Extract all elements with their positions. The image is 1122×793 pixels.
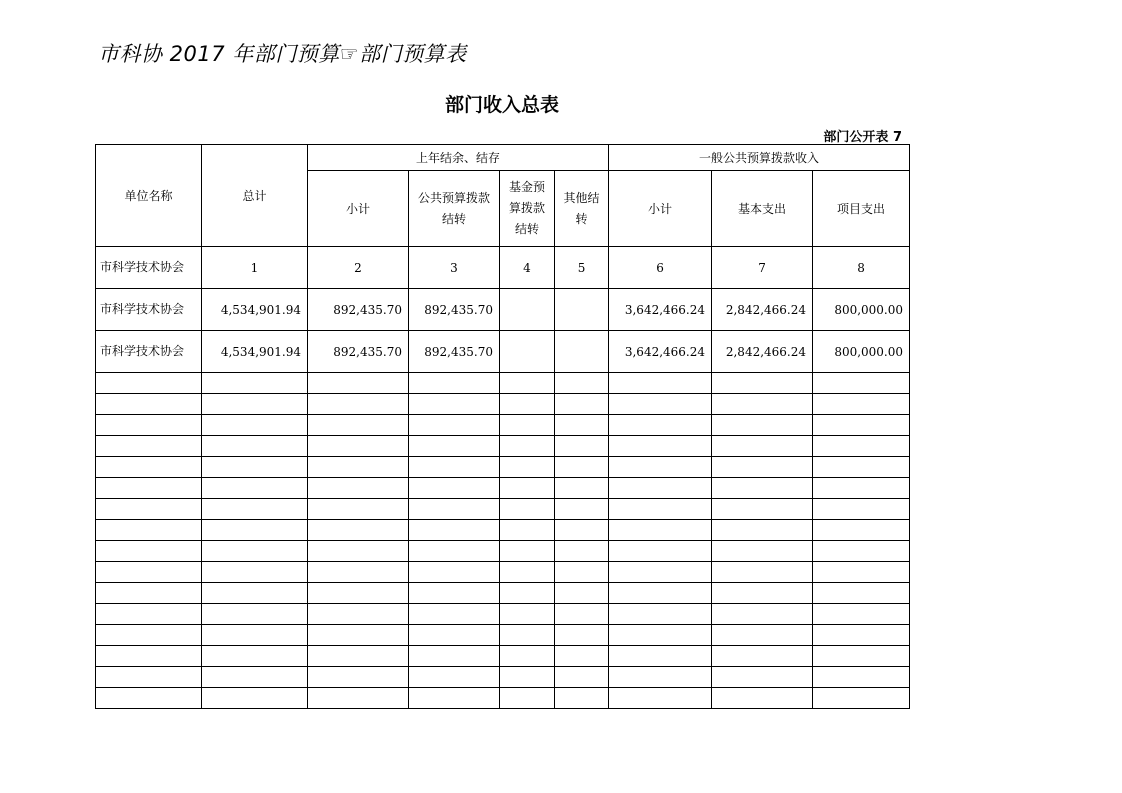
empty-cell xyxy=(500,499,555,520)
empty-cell xyxy=(712,520,813,541)
empty-cell xyxy=(712,394,813,415)
empty-cell xyxy=(308,436,409,457)
empty-cell xyxy=(202,457,308,478)
empty-row xyxy=(96,457,910,478)
empty-cell xyxy=(712,604,813,625)
index-number: 5 xyxy=(555,247,609,289)
empty-cell xyxy=(609,499,712,520)
empty-cell xyxy=(202,562,308,583)
empty-cell xyxy=(555,583,609,604)
cell-total: 4,534,901.94 xyxy=(202,289,308,331)
empty-cell xyxy=(409,541,500,562)
empty-cell xyxy=(96,436,202,457)
empty-cell xyxy=(609,520,712,541)
empty-cell xyxy=(409,646,500,667)
empty-cell xyxy=(500,541,555,562)
empty-cell xyxy=(202,604,308,625)
index-number: 6 xyxy=(609,247,712,289)
empty-cell xyxy=(555,604,609,625)
table-row xyxy=(96,331,910,373)
cell-prev-fund xyxy=(500,289,555,331)
empty-cell xyxy=(96,541,202,562)
cell-general-subtotal: 3,642,466.24 xyxy=(609,331,712,373)
empty-row xyxy=(96,415,910,436)
empty-cell xyxy=(609,415,712,436)
empty-cell xyxy=(813,646,910,667)
empty-cell xyxy=(555,373,609,394)
index-number: 2 xyxy=(308,247,409,289)
empty-cell xyxy=(813,415,910,436)
cell-unit: 市科学技术协会 xyxy=(96,331,202,373)
empty-cell xyxy=(712,688,813,709)
empty-cell xyxy=(813,373,910,394)
empty-cell xyxy=(308,520,409,541)
empty-cell xyxy=(813,499,910,520)
empty-cell xyxy=(409,520,500,541)
cell-total: 4,534,901.94 xyxy=(202,331,308,373)
index-number: 3 xyxy=(409,247,500,289)
empty-cell xyxy=(813,667,910,688)
cell-general-basic: 2,842,466.24 xyxy=(712,331,813,373)
empty-cell xyxy=(813,583,910,604)
empty-row xyxy=(96,394,910,415)
empty-cell xyxy=(409,625,500,646)
empty-cell xyxy=(96,667,202,688)
empty-cell xyxy=(202,394,308,415)
empty-cell xyxy=(202,541,308,562)
empty-cell xyxy=(609,478,712,499)
cell-general-project: 800,000.00 xyxy=(813,289,910,331)
header-row-1 xyxy=(96,145,910,171)
empty-cell xyxy=(813,457,910,478)
document-header: 市科协 2017 年部门预算☞部门预算表 xyxy=(98,42,467,66)
empty-cell xyxy=(712,562,813,583)
empty-cell xyxy=(555,394,609,415)
empty-cell xyxy=(96,457,202,478)
empty-cell xyxy=(609,436,712,457)
empty-cell xyxy=(409,499,500,520)
income-summary-table xyxy=(95,144,910,709)
cell-general-subtotal: 3,642,466.24 xyxy=(609,289,712,331)
empty-cell xyxy=(555,520,609,541)
empty-cell xyxy=(202,499,308,520)
empty-cell xyxy=(609,394,712,415)
cell-prev-public: 892,435.70 xyxy=(409,289,500,331)
empty-cell xyxy=(96,562,202,583)
empty-cell xyxy=(609,457,712,478)
empty-cell xyxy=(308,415,409,436)
header-general-subtotal: 小计 xyxy=(609,171,712,247)
empty-cell xyxy=(202,478,308,499)
empty-cell xyxy=(308,667,409,688)
empty-cell xyxy=(500,478,555,499)
header-prev-public: 公共预算拨款结转 xyxy=(409,171,500,247)
form-number: 部门公开表 7 xyxy=(823,130,902,145)
empty-cell xyxy=(308,562,409,583)
empty-cell xyxy=(202,436,308,457)
empty-cell xyxy=(609,625,712,646)
empty-cell xyxy=(202,583,308,604)
empty-cell xyxy=(609,604,712,625)
empty-row xyxy=(96,646,910,667)
blank-rows xyxy=(96,373,910,709)
empty-row xyxy=(96,562,910,583)
index-number: 8 xyxy=(813,247,910,289)
empty-row xyxy=(96,583,910,604)
empty-cell xyxy=(96,520,202,541)
header-general-budget-group: 一般公共预算拨款收入 xyxy=(609,145,910,171)
empty-cell xyxy=(609,667,712,688)
header-unit-name: 单位名称 xyxy=(96,145,202,247)
empty-cell xyxy=(500,415,555,436)
cell-prev-public: 892,435.70 xyxy=(409,331,500,373)
empty-row xyxy=(96,604,910,625)
empty-cell xyxy=(609,562,712,583)
empty-cell xyxy=(555,436,609,457)
empty-cell xyxy=(308,478,409,499)
empty-cell xyxy=(308,688,409,709)
empty-cell xyxy=(202,688,308,709)
header-prev-subtotal: 小计 xyxy=(308,171,409,247)
header-general-basic: 基本支出 xyxy=(712,171,813,247)
empty-cell xyxy=(500,436,555,457)
cell-prev-other xyxy=(555,331,609,373)
empty-cell xyxy=(500,625,555,646)
empty-row xyxy=(96,688,910,709)
index-row-unit: 市科学技术协会 xyxy=(96,247,202,289)
empty-cell xyxy=(555,457,609,478)
empty-row xyxy=(96,436,910,457)
index-number: 1 xyxy=(202,247,308,289)
empty-cell xyxy=(712,499,813,520)
empty-cell xyxy=(308,625,409,646)
empty-cell xyxy=(500,688,555,709)
empty-cell xyxy=(308,457,409,478)
page-title: 部门收入总表 xyxy=(444,94,559,116)
empty-cell xyxy=(500,604,555,625)
empty-cell xyxy=(202,520,308,541)
empty-cell xyxy=(409,667,500,688)
empty-cell xyxy=(308,541,409,562)
empty-cell xyxy=(96,478,202,499)
empty-cell xyxy=(409,415,500,436)
empty-cell xyxy=(500,394,555,415)
cell-prev-subtotal: 892,435.70 xyxy=(308,289,409,331)
empty-cell xyxy=(96,625,202,646)
empty-cell xyxy=(409,373,500,394)
cell-prev-fund xyxy=(500,331,555,373)
empty-row xyxy=(96,520,910,541)
empty-cell xyxy=(555,688,609,709)
empty-row xyxy=(96,499,910,520)
empty-cell xyxy=(409,394,500,415)
empty-row xyxy=(96,478,910,499)
column-index-row xyxy=(96,247,910,289)
empty-cell xyxy=(813,688,910,709)
header-total: 总计 xyxy=(202,145,308,247)
cell-unit: 市科学技术协会 xyxy=(96,289,202,331)
empty-cell xyxy=(308,646,409,667)
empty-cell xyxy=(500,457,555,478)
cell-prev-subtotal: 892,435.70 xyxy=(308,331,409,373)
cell-general-project: 800,000.00 xyxy=(813,331,910,373)
empty-cell xyxy=(96,394,202,415)
empty-cell xyxy=(202,625,308,646)
empty-cell xyxy=(813,520,910,541)
empty-cell xyxy=(409,436,500,457)
header-prev-fund: 基金预算拨款结转 xyxy=(500,171,555,247)
empty-cell xyxy=(202,415,308,436)
empty-cell xyxy=(500,646,555,667)
empty-cell xyxy=(813,541,910,562)
empty-cell xyxy=(555,625,609,646)
empty-cell xyxy=(96,604,202,625)
empty-cell xyxy=(500,373,555,394)
empty-cell xyxy=(555,667,609,688)
empty-cell xyxy=(308,583,409,604)
empty-cell xyxy=(409,478,500,499)
empty-cell xyxy=(202,646,308,667)
empty-cell xyxy=(609,646,712,667)
empty-cell xyxy=(712,415,813,436)
header-general-project: 项目支出 xyxy=(813,171,910,247)
empty-row xyxy=(96,625,910,646)
empty-cell xyxy=(555,415,609,436)
empty-cell xyxy=(609,373,712,394)
empty-cell xyxy=(308,604,409,625)
empty-cell xyxy=(712,457,813,478)
empty-cell xyxy=(555,541,609,562)
empty-cell xyxy=(712,541,813,562)
empty-row xyxy=(96,373,910,394)
empty-cell xyxy=(555,499,609,520)
empty-cell xyxy=(813,625,910,646)
empty-cell xyxy=(712,625,813,646)
empty-cell xyxy=(609,688,712,709)
empty-cell xyxy=(813,562,910,583)
empty-cell xyxy=(555,478,609,499)
empty-cell xyxy=(202,667,308,688)
empty-cell xyxy=(712,667,813,688)
empty-cell xyxy=(96,499,202,520)
empty-cell xyxy=(609,541,712,562)
empty-cell xyxy=(555,562,609,583)
empty-cell xyxy=(813,436,910,457)
empty-cell xyxy=(500,667,555,688)
table-row xyxy=(96,289,910,331)
empty-cell xyxy=(409,562,500,583)
empty-cell xyxy=(500,583,555,604)
header-prev-balance-group: 上年结余、结存 xyxy=(308,145,609,171)
empty-cell xyxy=(96,583,202,604)
empty-cell xyxy=(813,394,910,415)
empty-cell xyxy=(500,562,555,583)
header-prev-other: 其他结转 xyxy=(555,171,609,247)
empty-row xyxy=(96,667,910,688)
empty-cell xyxy=(308,373,409,394)
empty-cell xyxy=(712,646,813,667)
empty-cell xyxy=(813,604,910,625)
empty-cell xyxy=(409,604,500,625)
empty-cell xyxy=(308,499,409,520)
index-number: 7 xyxy=(712,247,813,289)
empty-row xyxy=(96,541,910,562)
empty-cell xyxy=(96,688,202,709)
empty-cell xyxy=(96,415,202,436)
empty-cell xyxy=(96,373,202,394)
empty-cell xyxy=(409,688,500,709)
index-number: 4 xyxy=(500,247,555,289)
cell-general-basic: 2,842,466.24 xyxy=(712,289,813,331)
empty-cell xyxy=(308,394,409,415)
empty-cell xyxy=(409,457,500,478)
cell-prev-other xyxy=(555,289,609,331)
empty-cell xyxy=(96,646,202,667)
empty-cell xyxy=(712,373,813,394)
empty-cell xyxy=(813,478,910,499)
empty-cell xyxy=(409,583,500,604)
empty-cell xyxy=(555,646,609,667)
empty-cell xyxy=(609,583,712,604)
empty-cell xyxy=(202,373,308,394)
empty-cell xyxy=(500,520,555,541)
empty-cell xyxy=(712,436,813,457)
empty-cell xyxy=(712,478,813,499)
empty-cell xyxy=(712,583,813,604)
